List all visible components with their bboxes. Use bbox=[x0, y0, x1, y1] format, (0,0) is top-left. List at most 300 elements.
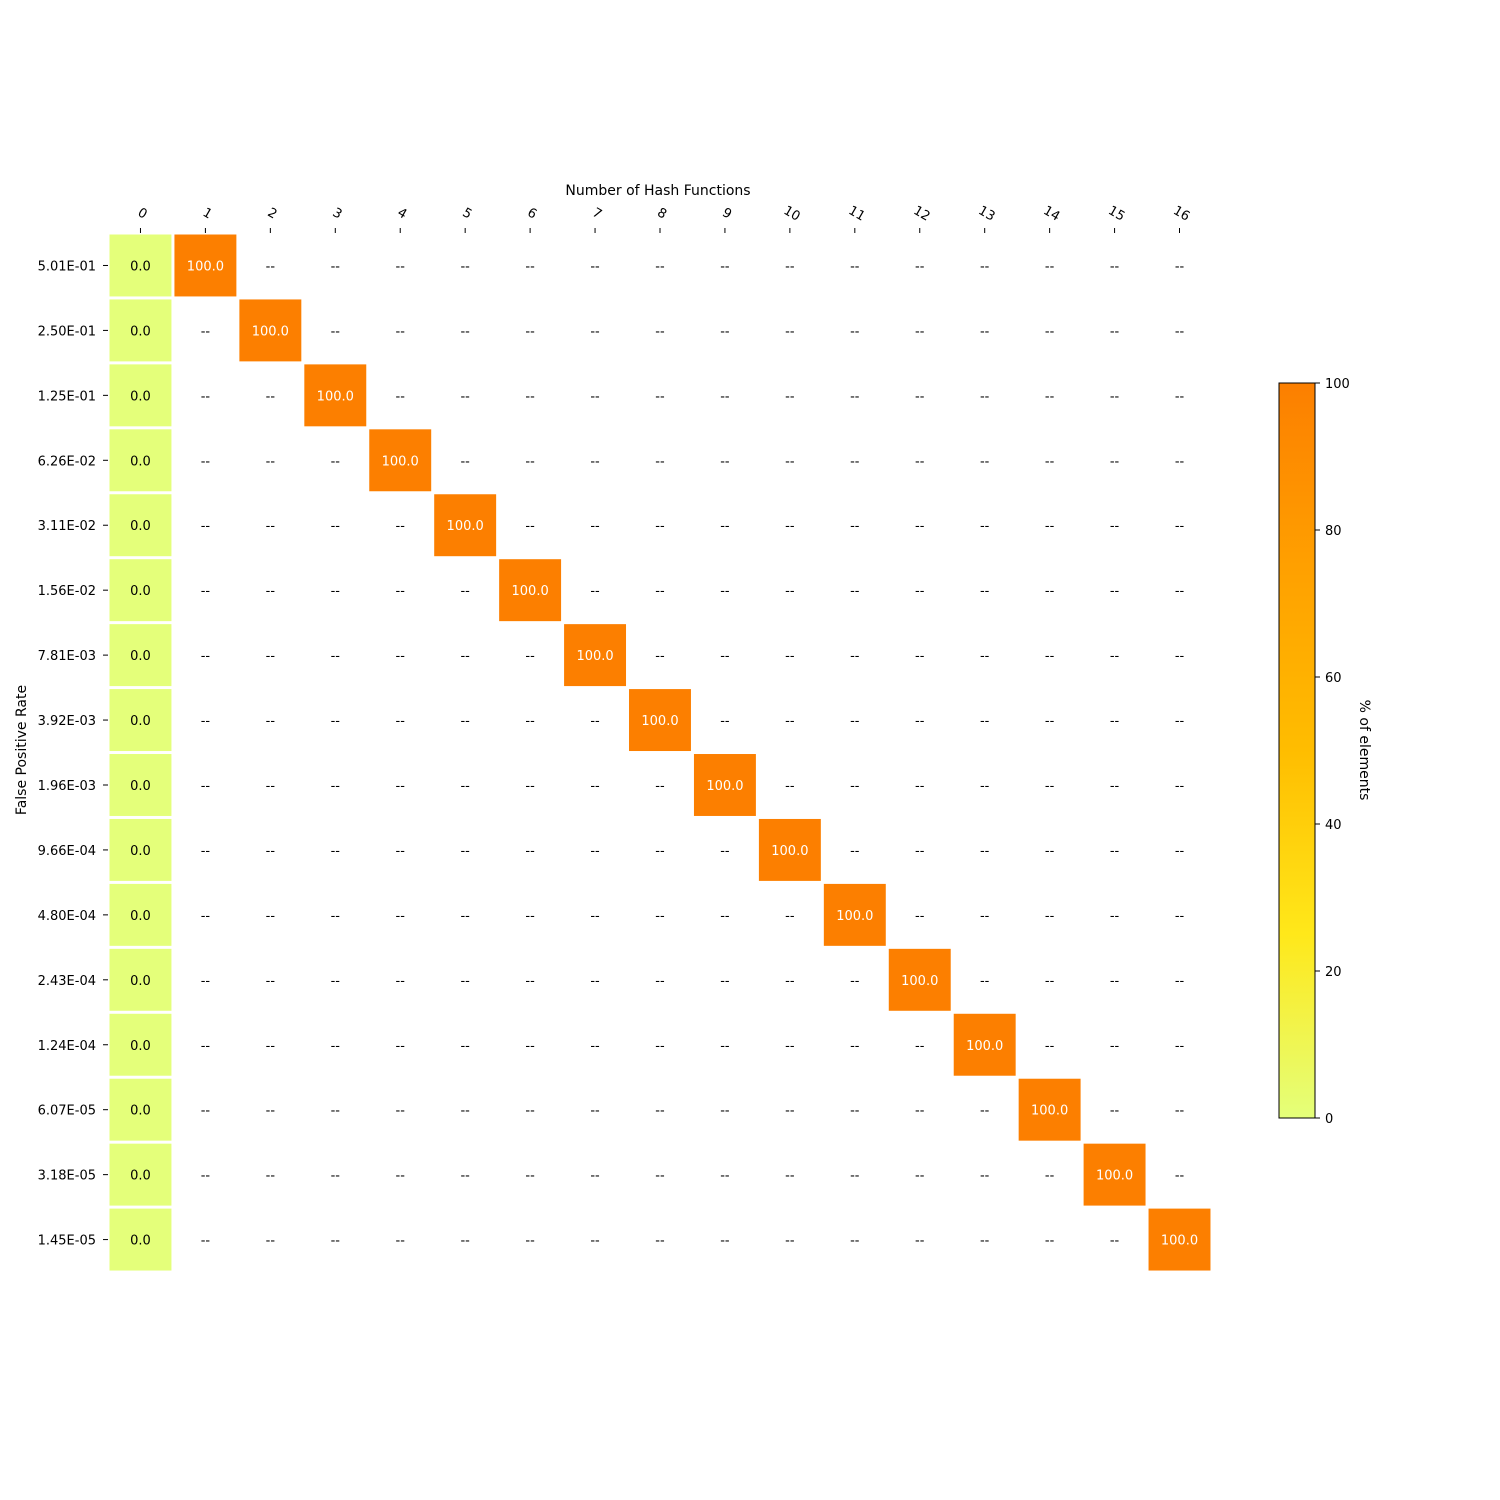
cell-empty-label: -- bbox=[460, 259, 470, 275]
cell-empty-label: -- bbox=[395, 908, 405, 924]
cell-value-label: 0.0 bbox=[130, 259, 151, 275]
cell-empty-label: -- bbox=[785, 973, 795, 989]
colorbar-tick-label: 80 bbox=[1325, 524, 1342, 539]
cell-empty-label: -- bbox=[1174, 908, 1185, 924]
cell-value-label: 100.0 bbox=[576, 649, 614, 665]
cell-empty-label: -- bbox=[590, 519, 600, 535]
cell-empty-label: -- bbox=[200, 1103, 211, 1119]
cell-empty-label: -- bbox=[655, 649, 665, 665]
cell-empty-label: -- bbox=[850, 778, 860, 794]
cell-empty-label: -- bbox=[915, 389, 925, 405]
cell-empty-label: -- bbox=[590, 1038, 600, 1054]
x-tick-label: 6 bbox=[524, 205, 540, 223]
y-tick-label: 5.01E-01 bbox=[37, 259, 96, 275]
cell-empty-label: -- bbox=[785, 324, 795, 340]
cell-empty-label: -- bbox=[330, 454, 340, 470]
x-tick-label: 11 bbox=[845, 203, 868, 225]
cell-empty-label: -- bbox=[720, 324, 730, 340]
cell-empty-label: -- bbox=[590, 454, 600, 470]
cell-empty-label: -- bbox=[1044, 1233, 1055, 1249]
cell-empty-label: -- bbox=[265, 389, 276, 405]
colorbar-ticks bbox=[1315, 377, 1350, 1127]
cell-empty-label: -- bbox=[395, 1038, 405, 1054]
cell-empty-label: -- bbox=[395, 324, 405, 340]
cell-empty-label: -- bbox=[785, 454, 795, 470]
colorbar-tick-label: 60 bbox=[1325, 671, 1342, 686]
cell-empty-label: -- bbox=[850, 519, 860, 535]
cell-empty-label: -- bbox=[1044, 649, 1055, 665]
cell-empty-label: -- bbox=[330, 843, 340, 859]
cell-empty-label: -- bbox=[1174, 259, 1185, 275]
cell-empty-label: -- bbox=[1174, 584, 1185, 600]
cell-empty-label: -- bbox=[850, 1233, 860, 1249]
cell-empty-label: -- bbox=[1044, 519, 1055, 535]
cell-empty-label: -- bbox=[979, 649, 990, 665]
cell-empty-label: -- bbox=[590, 778, 600, 794]
cell-empty-label: -- bbox=[330, 519, 340, 535]
cell-empty-label: -- bbox=[1044, 259, 1055, 275]
cell-empty-label: -- bbox=[460, 324, 470, 340]
cell-value-label: 100.0 bbox=[1095, 1168, 1134, 1184]
cell-empty-label: -- bbox=[590, 389, 600, 405]
cell-empty-label: -- bbox=[720, 259, 730, 275]
cell-empty-label: -- bbox=[1109, 908, 1120, 924]
cell-value-label: 100.0 bbox=[706, 778, 744, 794]
cell-empty-label: -- bbox=[1174, 1103, 1185, 1119]
cell-empty-label: -- bbox=[395, 714, 405, 730]
cell-empty-label: -- bbox=[1109, 1103, 1120, 1119]
cell-empty-label: -- bbox=[265, 1103, 276, 1119]
x-tick-label: 16 bbox=[1170, 203, 1193, 225]
cell-empty-label: -- bbox=[525, 259, 535, 275]
cell-empty-label: -- bbox=[979, 584, 990, 600]
cell-empty-label: -- bbox=[1044, 778, 1055, 794]
cell-empty-label: -- bbox=[720, 908, 730, 924]
cell-empty-label: -- bbox=[1174, 843, 1185, 859]
cell-empty-label: -- bbox=[1174, 973, 1185, 989]
x-tick-label: 7 bbox=[589, 205, 605, 223]
cell-empty-label: -- bbox=[979, 259, 990, 275]
cell-empty-label: -- bbox=[395, 843, 405, 859]
cell-empty-label: -- bbox=[330, 1038, 340, 1054]
cell-empty-label: -- bbox=[1109, 259, 1120, 275]
cell-empty-label: -- bbox=[395, 778, 405, 794]
cell-empty-label: -- bbox=[785, 649, 795, 665]
cell-empty-label: -- bbox=[785, 1038, 795, 1054]
colorbar-tick-label: 0 bbox=[1325, 1112, 1334, 1127]
cell-empty-label: -- bbox=[655, 1168, 665, 1184]
cell-empty-label: -- bbox=[655, 843, 665, 859]
cell-empty-label: -- bbox=[1109, 649, 1120, 665]
cell-value-label: 100.0 bbox=[381, 454, 419, 470]
cell-empty-label: -- bbox=[395, 1233, 405, 1249]
colorbar-label: % of elements bbox=[1356, 699, 1372, 801]
cell-empty-label: -- bbox=[265, 908, 276, 924]
y-tick-label: 3.11E-02 bbox=[37, 519, 96, 535]
cell-empty-label: -- bbox=[979, 519, 990, 535]
y-tick-label: 2.43E-04 bbox=[37, 973, 96, 989]
cell-value-label: 0.0 bbox=[130, 843, 151, 859]
cell-value-label: 100.0 bbox=[251, 324, 289, 340]
cell-empty-label: -- bbox=[525, 1233, 535, 1249]
cell-value-label: 0.0 bbox=[130, 324, 151, 340]
colorbar-gradient bbox=[1279, 383, 1315, 1118]
cell-value-label: 0.0 bbox=[130, 584, 151, 600]
y-tick-label: 2.50E-01 bbox=[37, 324, 96, 340]
cell-empty-label: -- bbox=[460, 389, 470, 405]
cell-empty-label: -- bbox=[460, 908, 470, 924]
colorbar-tick-label: 40 bbox=[1325, 818, 1342, 833]
cell-empty-label: -- bbox=[330, 584, 340, 600]
cell-empty-label: -- bbox=[525, 519, 535, 535]
cell-empty-label: -- bbox=[200, 1168, 211, 1184]
cell-empty-label: -- bbox=[265, 714, 276, 730]
cell-empty-label: -- bbox=[655, 778, 665, 794]
cell-empty-label: -- bbox=[525, 324, 535, 340]
y-tick-label: 9.66E-04 bbox=[37, 843, 96, 859]
cell-empty-label: -- bbox=[915, 908, 925, 924]
cell-value-label: 100.0 bbox=[641, 714, 679, 730]
y-tick-label: 1.24E-04 bbox=[37, 1038, 96, 1054]
x-tick-label: 5 bbox=[459, 205, 475, 223]
x-axis-ticks bbox=[135, 203, 1192, 233]
cell-empty-label: -- bbox=[330, 324, 340, 340]
cell-value-label: 0.0 bbox=[130, 1168, 151, 1184]
cell-empty-label: -- bbox=[200, 1038, 211, 1054]
cell-value-label: 0.0 bbox=[130, 389, 151, 405]
cell-empty-label: -- bbox=[785, 714, 795, 730]
cell-empty-label: -- bbox=[850, 1038, 860, 1054]
cell-empty-label: -- bbox=[1174, 454, 1185, 470]
cell-empty-label: -- bbox=[655, 454, 665, 470]
cell-empty-label: -- bbox=[655, 1233, 665, 1249]
cell-empty-label: -- bbox=[655, 1038, 665, 1054]
cell-empty-label: -- bbox=[720, 454, 730, 470]
cell-value-label: 100.0 bbox=[186, 259, 225, 275]
cell-value-label: 100.0 bbox=[836, 908, 874, 924]
cell-empty-label: -- bbox=[720, 649, 730, 665]
cell-empty-label: -- bbox=[655, 908, 665, 924]
cell-empty-label: -- bbox=[200, 1233, 211, 1249]
cell-empty-label: -- bbox=[850, 324, 860, 340]
cell-empty-label: -- bbox=[1044, 1168, 1055, 1184]
cell-empty-label: -- bbox=[850, 454, 860, 470]
x-tick-label: 9 bbox=[719, 205, 735, 223]
cell-empty-label: -- bbox=[655, 519, 665, 535]
cell-empty-label: -- bbox=[1109, 454, 1120, 470]
x-tick-label: 10 bbox=[780, 203, 803, 225]
cell-empty-label: -- bbox=[395, 584, 405, 600]
cell-empty-label: -- bbox=[200, 908, 211, 924]
cell-value-label: 100.0 bbox=[966, 1038, 1004, 1054]
cell-empty-label: -- bbox=[590, 714, 600, 730]
cell-empty-label: -- bbox=[1109, 1233, 1120, 1249]
cell-empty-label: -- bbox=[1044, 324, 1055, 340]
cell-empty-label: -- bbox=[525, 973, 535, 989]
cell-empty-label: -- bbox=[915, 454, 925, 470]
cell-empty-label: -- bbox=[265, 454, 276, 470]
cell-empty-label: -- bbox=[850, 843, 860, 859]
cell-empty-label: -- bbox=[525, 778, 535, 794]
cell-empty-label: -- bbox=[200, 778, 211, 794]
x-tick-label: 8 bbox=[654, 205, 670, 223]
cell-value-label: 0.0 bbox=[130, 519, 151, 535]
y-tick-label: 1.25E-01 bbox=[37, 389, 96, 405]
cell-empty-label: -- bbox=[720, 519, 730, 535]
cell-empty-label: -- bbox=[1109, 584, 1120, 600]
cell-empty-label: -- bbox=[1174, 714, 1185, 730]
x-tick-label: 13 bbox=[975, 203, 998, 225]
cell-empty-label: -- bbox=[460, 454, 470, 470]
cell-empty-label: -- bbox=[265, 259, 276, 275]
cell-empty-label: -- bbox=[525, 714, 535, 730]
colorbar bbox=[1279, 377, 1372, 1127]
cell-empty-label: -- bbox=[785, 778, 795, 794]
cell-empty-label: -- bbox=[525, 454, 535, 470]
cell-empty-label: -- bbox=[460, 1168, 470, 1184]
cell-empty-label: -- bbox=[525, 649, 535, 665]
cell-empty-label: -- bbox=[1109, 843, 1120, 859]
cell-empty-label: -- bbox=[1109, 973, 1120, 989]
cell-empty-label: -- bbox=[590, 908, 600, 924]
cell-empty-label: -- bbox=[655, 1103, 665, 1119]
cell-value-label: 100.0 bbox=[1160, 1233, 1199, 1249]
cell-empty-label: -- bbox=[915, 1233, 925, 1249]
y-tick-label: 1.56E-02 bbox=[37, 584, 96, 600]
cell-empty-label: -- bbox=[915, 324, 925, 340]
cell-empty-label: -- bbox=[200, 649, 211, 665]
cell-empty-label: -- bbox=[655, 389, 665, 405]
cell-empty-label: -- bbox=[460, 1233, 470, 1249]
cell-empty-label: -- bbox=[655, 584, 665, 600]
cell-empty-label: -- bbox=[979, 389, 990, 405]
cell-empty-label: -- bbox=[460, 778, 470, 794]
cell-empty-label: -- bbox=[1109, 519, 1120, 535]
colorbar-tick-label: 20 bbox=[1325, 965, 1342, 980]
cell-empty-label: -- bbox=[460, 714, 470, 730]
cell-empty-label: -- bbox=[720, 1103, 730, 1119]
cell-value-label: 0.0 bbox=[130, 454, 151, 470]
cell-empty-label: -- bbox=[395, 973, 405, 989]
cell-empty-label: -- bbox=[1044, 973, 1055, 989]
cell-empty-label: -- bbox=[1109, 1038, 1120, 1054]
cell-empty-label: -- bbox=[330, 1168, 340, 1184]
cell-empty-label: -- bbox=[785, 1103, 795, 1119]
cell-empty-label: -- bbox=[265, 649, 276, 665]
heatmap-cells bbox=[110, 235, 1211, 1271]
cell-value-label: 0.0 bbox=[130, 778, 151, 794]
cell-empty-label: -- bbox=[1174, 519, 1185, 535]
cell-empty-label: -- bbox=[525, 1168, 535, 1184]
cell-empty-label: -- bbox=[720, 973, 730, 989]
cell-empty-label: -- bbox=[590, 1103, 600, 1119]
y-tick-label: 4.80E-04 bbox=[37, 908, 96, 924]
cell-empty-label: -- bbox=[979, 778, 990, 794]
cell-empty-label: -- bbox=[590, 324, 600, 340]
cell-value-label: 100.0 bbox=[316, 389, 354, 405]
cell-value-label: 0.0 bbox=[130, 1103, 151, 1119]
cell-empty-label: -- bbox=[1044, 1038, 1055, 1054]
cell-empty-label: -- bbox=[720, 714, 730, 730]
cell-empty-label: -- bbox=[785, 389, 795, 405]
cell-empty-label: -- bbox=[460, 1038, 470, 1054]
cell-empty-label: -- bbox=[850, 259, 860, 275]
cell-empty-label: -- bbox=[720, 1233, 730, 1249]
y-axis-ticks bbox=[38, 259, 108, 1248]
cell-empty-label: -- bbox=[395, 1168, 405, 1184]
cell-empty-label: -- bbox=[979, 908, 990, 924]
cell-empty-label: -- bbox=[395, 389, 405, 405]
x-tick-label: 2 bbox=[264, 205, 280, 223]
cell-empty-label: -- bbox=[720, 584, 730, 600]
cell-empty-label: -- bbox=[979, 1233, 990, 1249]
x-tick-label: 0 bbox=[134, 205, 150, 223]
cell-empty-label: -- bbox=[460, 649, 470, 665]
cell-empty-label: -- bbox=[265, 1038, 276, 1054]
cell-empty-label: -- bbox=[915, 1038, 925, 1054]
cell-empty-label: -- bbox=[915, 649, 925, 665]
cell-empty-label: -- bbox=[915, 1168, 925, 1184]
cell-empty-label: -- bbox=[785, 519, 795, 535]
cell-empty-label: -- bbox=[720, 843, 730, 859]
cell-empty-label: -- bbox=[395, 259, 405, 275]
cell-empty-label: -- bbox=[720, 1168, 730, 1184]
cell-empty-label: -- bbox=[200, 324, 211, 340]
cell-empty-label: -- bbox=[265, 843, 276, 859]
y-tick-label: 7.81E-03 bbox=[37, 649, 96, 665]
cell-value-label: 100.0 bbox=[511, 584, 549, 600]
cell-empty-label: -- bbox=[525, 389, 535, 405]
cell-empty-label: -- bbox=[720, 1038, 730, 1054]
cell-empty-label: -- bbox=[979, 973, 990, 989]
cell-value-label: 0.0 bbox=[130, 908, 151, 924]
cell-empty-label: -- bbox=[200, 389, 211, 405]
cell-empty-label: -- bbox=[590, 584, 600, 600]
cell-empty-label: -- bbox=[395, 649, 405, 665]
cell-empty-label: -- bbox=[330, 649, 340, 665]
colorbar-tick-label: 100 bbox=[1325, 377, 1350, 392]
cell-empty-label: -- bbox=[850, 714, 860, 730]
cell-empty-label: -- bbox=[915, 584, 925, 600]
cell-empty-label: -- bbox=[979, 1103, 990, 1119]
cell-empty-label: -- bbox=[460, 843, 470, 859]
cell-empty-label: -- bbox=[1174, 1038, 1185, 1054]
cell-empty-label: -- bbox=[330, 973, 340, 989]
cell-empty-label: -- bbox=[330, 259, 340, 275]
cell-empty-label: -- bbox=[850, 584, 860, 600]
x-axis-label: Number of Hash Functions bbox=[565, 183, 751, 199]
x-tick-label: 12 bbox=[910, 203, 933, 225]
cell-empty-label: -- bbox=[525, 843, 535, 859]
cell-empty-label: -- bbox=[1044, 454, 1055, 470]
x-tick-label: 14 bbox=[1040, 203, 1063, 225]
cell-empty-label: -- bbox=[460, 584, 470, 600]
cell-value-label: 100.0 bbox=[771, 843, 809, 859]
cell-empty-label: -- bbox=[590, 1168, 600, 1184]
cell-empty-label: -- bbox=[979, 1168, 990, 1184]
cell-empty-label: -- bbox=[979, 324, 990, 340]
cell-empty-label: -- bbox=[1174, 324, 1185, 340]
cell-value-label: 100.0 bbox=[446, 519, 484, 535]
cell-empty-label: -- bbox=[1044, 584, 1055, 600]
cell-empty-label: -- bbox=[979, 454, 990, 470]
cell-empty-label: -- bbox=[330, 714, 340, 730]
cell-empty-label: -- bbox=[1109, 714, 1120, 730]
cell-empty-label: -- bbox=[1174, 389, 1185, 405]
cell-empty-label: -- bbox=[200, 843, 211, 859]
cell-empty-label: -- bbox=[850, 973, 860, 989]
y-tick-label: 1.96E-03 bbox=[37, 778, 96, 794]
cell-empty-label: -- bbox=[915, 1103, 925, 1119]
cell-empty-label: -- bbox=[785, 259, 795, 275]
cell-empty-label: -- bbox=[850, 1103, 860, 1119]
cell-empty-label: -- bbox=[979, 843, 990, 859]
cell-empty-label: -- bbox=[200, 584, 211, 600]
cell-empty-label: -- bbox=[850, 389, 860, 405]
cell-empty-label: -- bbox=[915, 714, 925, 730]
cell-empty-label: -- bbox=[525, 908, 535, 924]
cell-empty-label: -- bbox=[785, 908, 795, 924]
cell-empty-label: -- bbox=[265, 584, 276, 600]
cell-empty-label: -- bbox=[915, 843, 925, 859]
y-tick-label: 3.92E-03 bbox=[37, 714, 96, 730]
cell-empty-label: -- bbox=[915, 778, 925, 794]
cell-empty-label: -- bbox=[265, 778, 276, 794]
y-tick-label: 6.26E-02 bbox=[37, 454, 96, 470]
cell-empty-label: -- bbox=[1109, 389, 1120, 405]
cell-empty-label: -- bbox=[460, 973, 470, 989]
cell-empty-label: -- bbox=[655, 259, 665, 275]
cell-empty-label: -- bbox=[395, 1103, 405, 1119]
cell-empty-label: -- bbox=[655, 324, 665, 340]
cell-empty-label: -- bbox=[330, 1233, 340, 1249]
cell-empty-label: -- bbox=[590, 1233, 600, 1249]
cell-empty-label: -- bbox=[590, 843, 600, 859]
cell-empty-label: -- bbox=[1174, 649, 1185, 665]
cell-empty-label: -- bbox=[1174, 778, 1185, 794]
x-tick-label: 4 bbox=[394, 205, 410, 223]
cell-empty-label: -- bbox=[1044, 389, 1055, 405]
cell-empty-label: -- bbox=[330, 778, 340, 794]
x-tick-label: 15 bbox=[1105, 203, 1128, 225]
cell-empty-label: -- bbox=[655, 973, 665, 989]
cell-empty-label: -- bbox=[1174, 1168, 1185, 1184]
cell-empty-label: -- bbox=[265, 1168, 276, 1184]
cell-value-label: 0.0 bbox=[130, 714, 151, 730]
y-tick-label: 3.18E-05 bbox=[37, 1168, 96, 1184]
cell-empty-label: -- bbox=[265, 519, 276, 535]
x-tick-label: 1 bbox=[199, 205, 215, 223]
cell-empty-label: -- bbox=[1044, 843, 1055, 859]
x-tick-label: 3 bbox=[329, 205, 345, 223]
cell-value-label: 0.0 bbox=[130, 1038, 151, 1054]
cell-empty-label: -- bbox=[1044, 714, 1055, 730]
cell-value-label: 100.0 bbox=[901, 973, 939, 989]
cell-empty-label: -- bbox=[1109, 324, 1120, 340]
cell-empty-label: -- bbox=[395, 519, 405, 535]
cell-empty-label: -- bbox=[785, 1168, 795, 1184]
cell-empty-label: -- bbox=[525, 1103, 535, 1119]
cell-empty-label: -- bbox=[720, 389, 730, 405]
cell-empty-label: -- bbox=[850, 649, 860, 665]
cell-empty-label: -- bbox=[1109, 778, 1120, 794]
cell-value-label: 0.0 bbox=[130, 1233, 151, 1249]
cell-empty-label: -- bbox=[265, 1233, 276, 1249]
cell-empty-label: -- bbox=[979, 714, 990, 730]
cell-empty-label: -- bbox=[330, 908, 340, 924]
cell-empty-label: -- bbox=[590, 973, 600, 989]
cell-value-label: 0.0 bbox=[130, 973, 151, 989]
